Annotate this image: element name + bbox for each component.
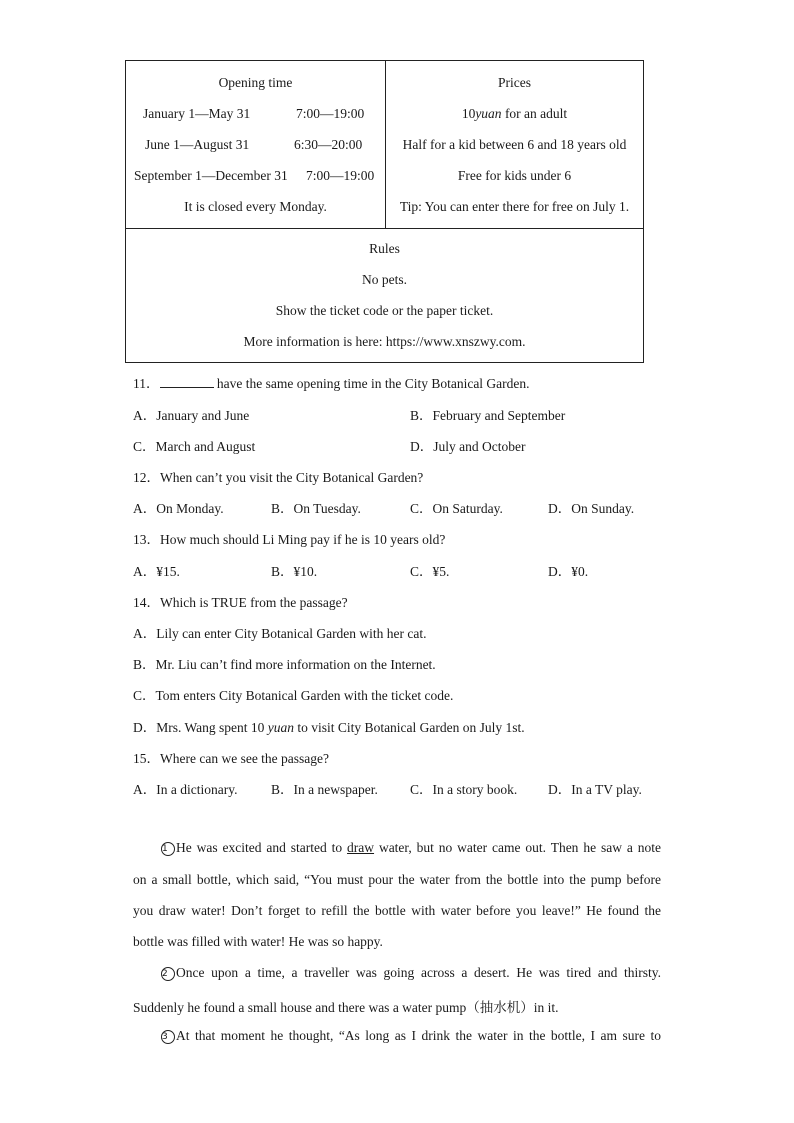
question-13-stem	[133, 528, 445, 548]
opening-hours-2: 6:30—20:00	[294, 137, 363, 152]
kid-price: Half for a kid between 6 and 18 years old	[402, 137, 627, 152]
opening-time-title: Opening time	[218, 75, 293, 90]
paragraph-2-line-1	[133, 965, 661, 981]
tip-note: Tip: You can enter there for free on July 1.	[399, 199, 630, 214]
rule-no-pets: No pets.	[362, 272, 407, 287]
option-b[interactable]: B．On Tuesday.	[271, 501, 361, 516]
paragraph-2-line-2: Suddenly he found a small house and there was a water pump（抽水机）in it.	[133, 1000, 559, 1015]
option-b[interactable]: B．Mr. Liu can’t find more information on the Internet.	[133, 657, 436, 672]
closed-note: It is closed every Monday.	[184, 199, 327, 214]
opening-time-cell	[126, 61, 386, 228]
opening-hours-3: 7:00—19:00	[306, 168, 375, 183]
option-a[interactable]: A．¥15.	[133, 564, 180, 579]
answer-blank	[160, 376, 214, 388]
adult-price-amount: 10	[461, 106, 476, 121]
option-a[interactable]: A．In a dictionary.	[133, 782, 238, 797]
question-number: 13．	[133, 532, 160, 547]
paragraph-1-line-2: on a small bottle, which said, “You must pour the water from the bottle into the pump before	[133, 872, 661, 887]
option-a[interactable]: A．On Monday.	[133, 501, 224, 516]
prices-cell	[386, 61, 643, 228]
free-price: Free for kids under 6	[457, 168, 572, 183]
option-d[interactable]: D．In a TV play.	[548, 782, 642, 797]
question-text: How much should Li Ming pay if he is 10 years old?	[160, 532, 446, 547]
option-c[interactable]: C．¥5.	[410, 564, 450, 579]
option-d-text-end: to visit City Botanical Garden on July 1st.	[294, 720, 525, 735]
opening-dates-2: June 1—August 31	[145, 137, 250, 152]
question-text: When can’t you visit the City Botanical Garden?	[160, 470, 424, 485]
option-a[interactable]: A．Lily can enter City Botanical Garden with her cat.	[133, 626, 427, 641]
option-d-unit: yuan	[267, 720, 295, 735]
rule-more-info: More information is here: https://www.xnszwy.com.	[243, 334, 526, 349]
adult-price-unit: yuan	[475, 106, 502, 121]
question-text: have the same opening time in the City Botanical Garden.	[216, 376, 530, 391]
info-table	[125, 60, 644, 363]
paragraph-1-line-1	[133, 840, 661, 856]
option-d[interactable]: D．July and October	[410, 439, 526, 454]
option-c[interactable]: C．Tom enters City Botanical Garden with the ticket code.	[133, 688, 454, 703]
option-c[interactable]: C．On Saturday.	[410, 501, 503, 516]
question-text: Which is TRUE from the passage?	[160, 595, 348, 610]
option-c[interactable]: C．March and August	[133, 439, 256, 454]
question-12-stem	[133, 466, 423, 486]
paragraph-1-line-4: bottle was filled with water! He was so happy.	[133, 934, 383, 949]
option-a[interactable]: A．January and June	[133, 408, 250, 423]
rule-ticket: Show the ticket code or the paper ticket.	[275, 303, 494, 318]
question-number: 15．	[133, 751, 160, 766]
opening-dates-3: September 1—December 31	[134, 168, 288, 183]
option-b[interactable]: B．¥10.	[271, 564, 318, 579]
paragraph-3-line-1	[133, 1028, 661, 1044]
paragraph-marker-2: 2	[161, 967, 175, 981]
question-14-stem	[133, 591, 348, 611]
rules-cell	[126, 228, 643, 362]
adult-price	[386, 106, 643, 122]
table-top-row	[126, 61, 643, 229]
option-b[interactable]: B．February and September	[410, 408, 566, 423]
option-b[interactable]: B．In a newspaper.	[271, 782, 378, 797]
question-number: 12．	[133, 470, 160, 485]
opening-hours-1: 7:00—19:00	[296, 106, 365, 121]
question-number: 14．	[133, 595, 160, 610]
opening-dates-1: January 1—May 31	[143, 106, 251, 121]
question-15-stem	[133, 747, 329, 767]
option-c[interactable]: C．In a story book.	[410, 782, 518, 797]
paragraph-marker-3: 3	[161, 1030, 175, 1044]
paragraph-1-line-3: you draw water! Don’t forget to refill the bottle with water before you leave!” He found the	[133, 903, 661, 918]
option-d-text: D．Mrs. Wang spent 10	[133, 720, 268, 735]
option-d[interactable]	[133, 716, 525, 736]
paragraph-marker-1: 1	[161, 842, 175, 856]
option-d[interactable]: D．¥0.	[548, 564, 589, 579]
prices-title: Prices	[498, 75, 531, 90]
text: Once upon a time, a traveller was going across a desert. He was tired and thirsty.	[176, 965, 661, 980]
question-11-stem	[133, 372, 530, 392]
underlined-word-draw: draw	[347, 840, 375, 855]
question-text: Where can we see the passage?	[160, 751, 330, 766]
text: He was excited and started to	[176, 840, 348, 855]
question-number: 11．	[133, 376, 160, 391]
text: water, but no water came out. Then he saw a note	[374, 840, 661, 855]
adult-price-label: for an adult	[504, 106, 568, 121]
text: At that moment he thought, “As long as I drink the water in the bottle, I am sure to	[176, 1028, 661, 1043]
option-d[interactable]: D．On Sunday.	[548, 501, 635, 516]
rules-title: Rules	[369, 241, 400, 256]
